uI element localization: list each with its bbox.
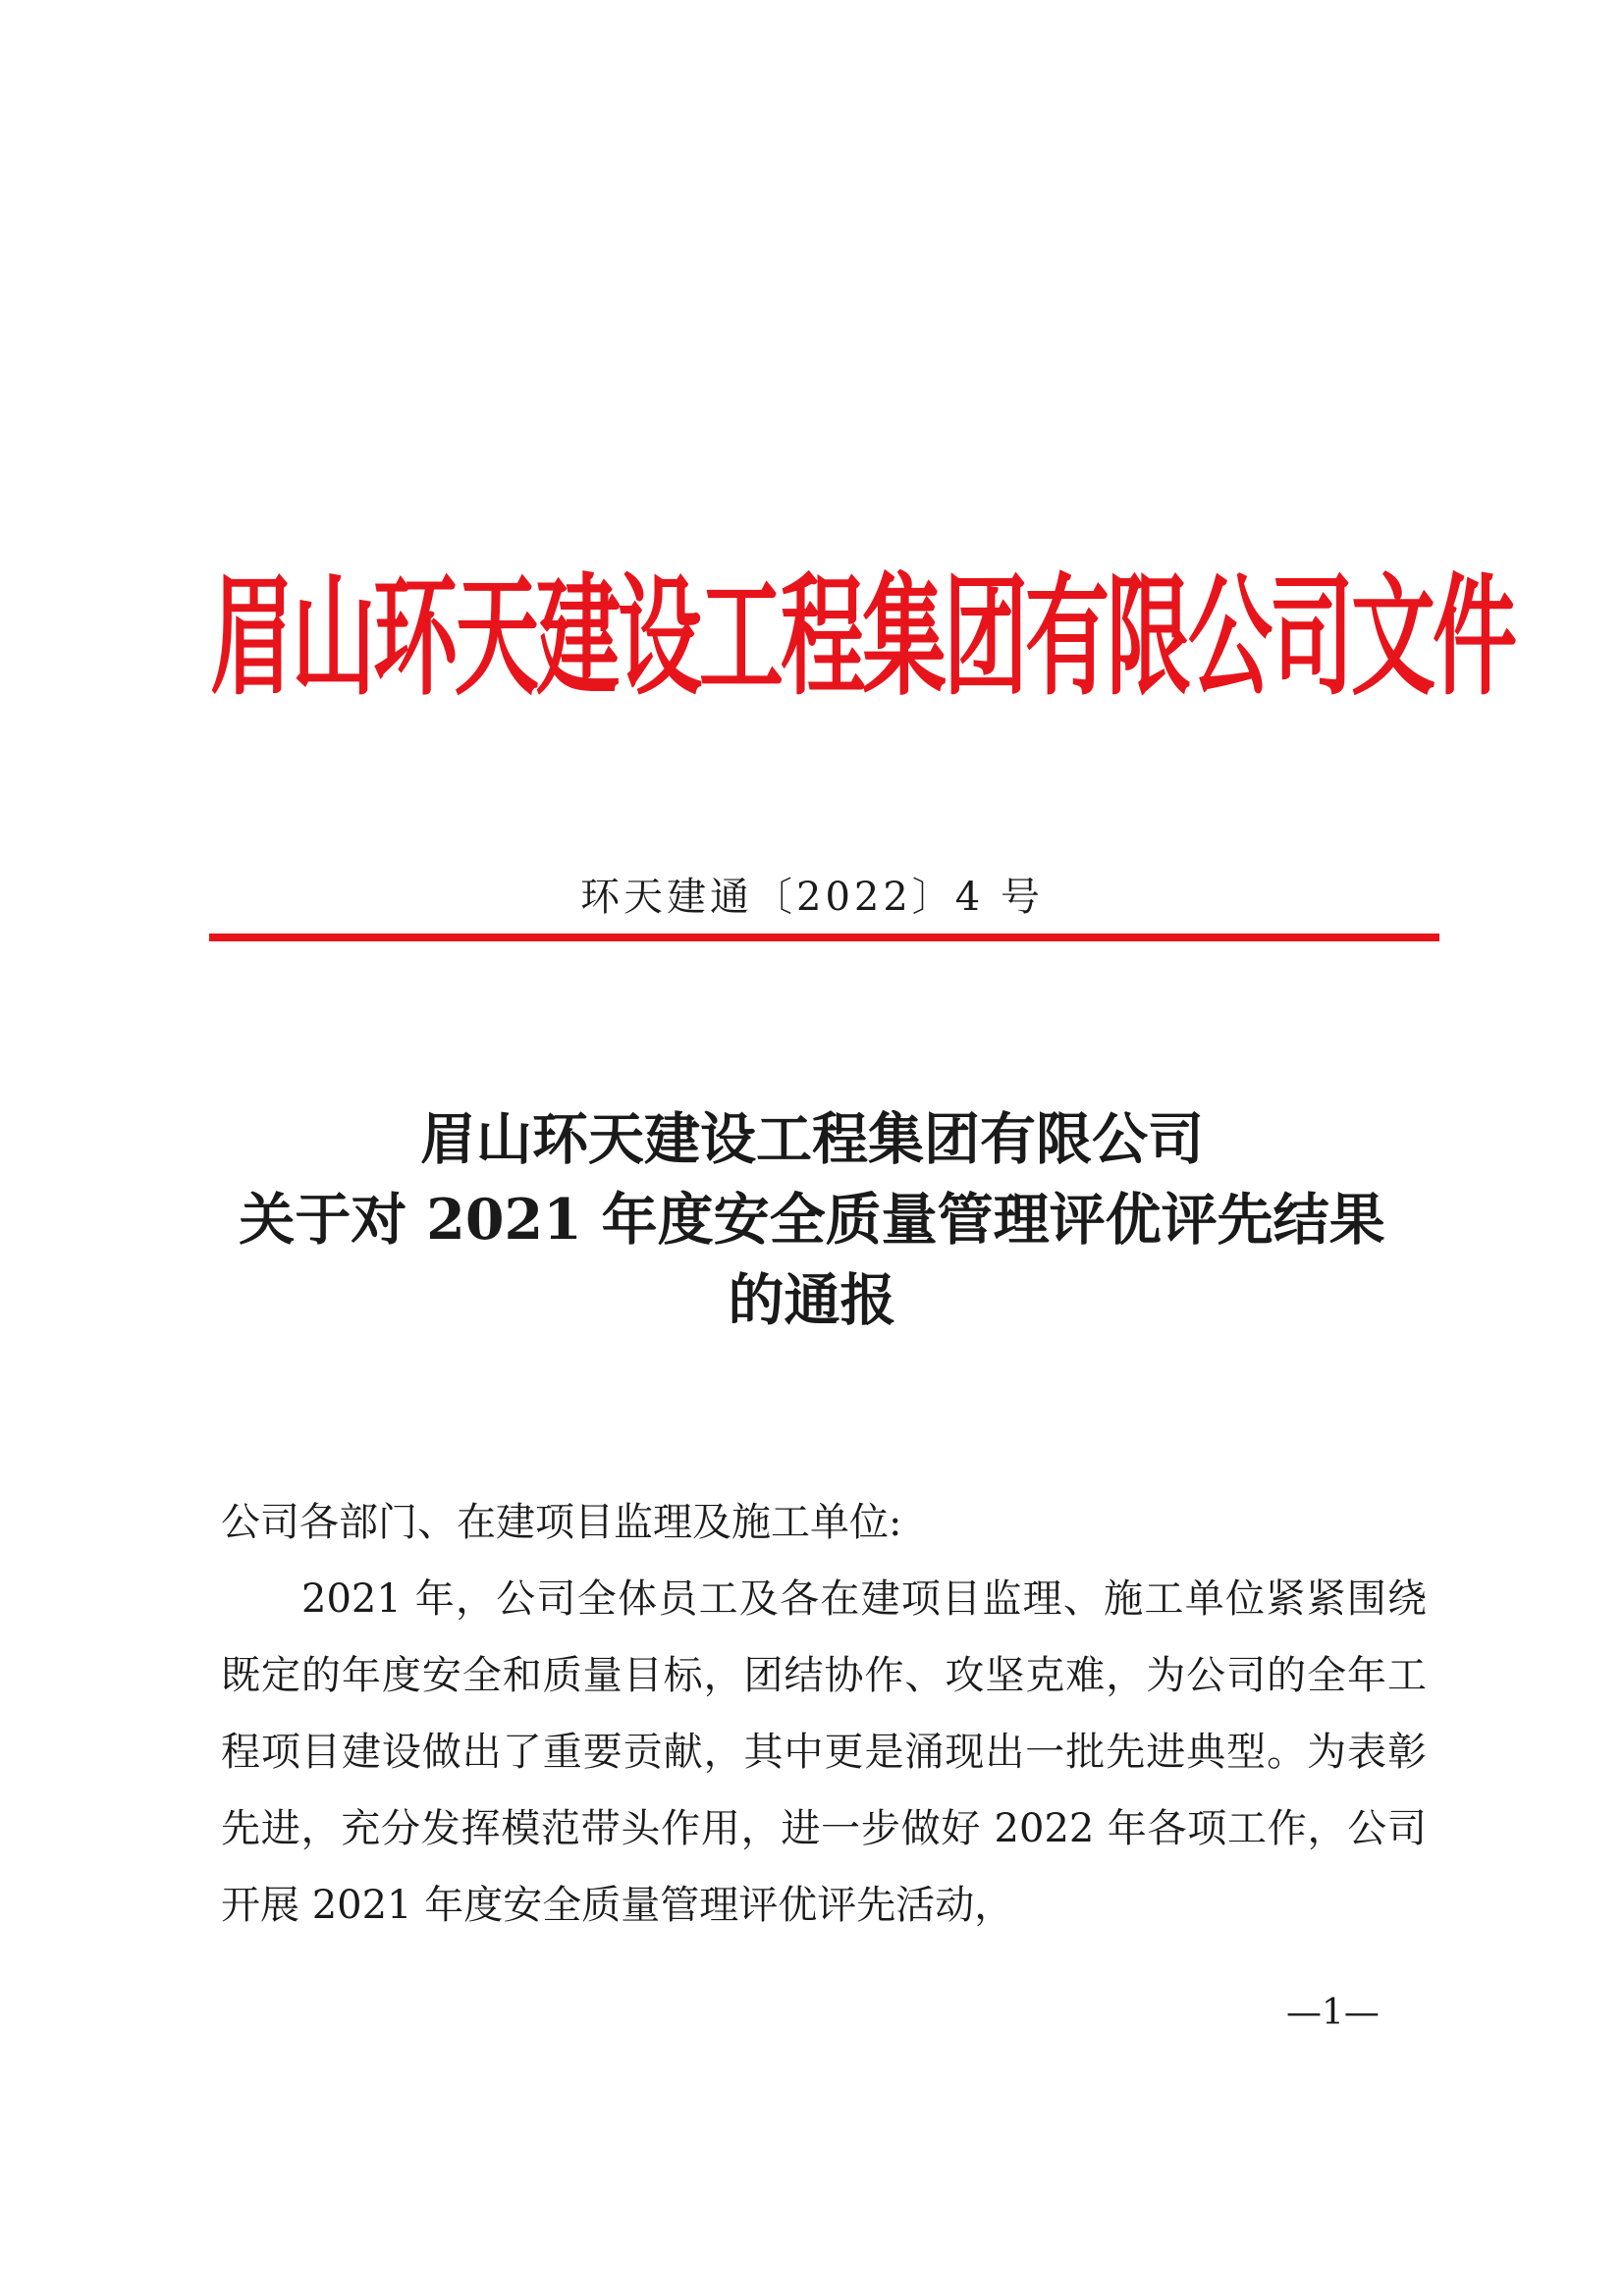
title-line-1: 眉山环天建设工程集团有限公司 xyxy=(420,1106,1204,1172)
title-line-3: 的通报 xyxy=(728,1267,896,1333)
title-line-2: 关于对 2021 年度安全质量管理评优评先结果 xyxy=(239,1187,1385,1253)
document-title xyxy=(210,1099,1414,1341)
document-red-header: 眉山环天建设工程集团有限公司文件 xyxy=(210,560,1514,715)
page-number: —1— xyxy=(1286,1993,1380,2033)
body-paragraph: 2021 年，公司全体员工及各在建项目监理、施工单位紧紧围绕既定的年度安全和质量目标，团结协作、攻坚克难，为公司的全年工程项目建设做出了重要贡献，其中更是涌现出一批先进典型。为表彰先进，充分发挥模范带头作用，进一步做好 2022 年各项工作，公司开展 2021 年度安全质量管理评优评先活动， xyxy=(221,1576,1427,1928)
document-body xyxy=(221,1484,1427,1944)
document-number: 环天建通〔2022〕4 号 xyxy=(580,875,1044,920)
salutation: 公司各部门、在建项目监理及施工单位: xyxy=(221,1500,902,1545)
red-divider-line xyxy=(209,934,1439,941)
